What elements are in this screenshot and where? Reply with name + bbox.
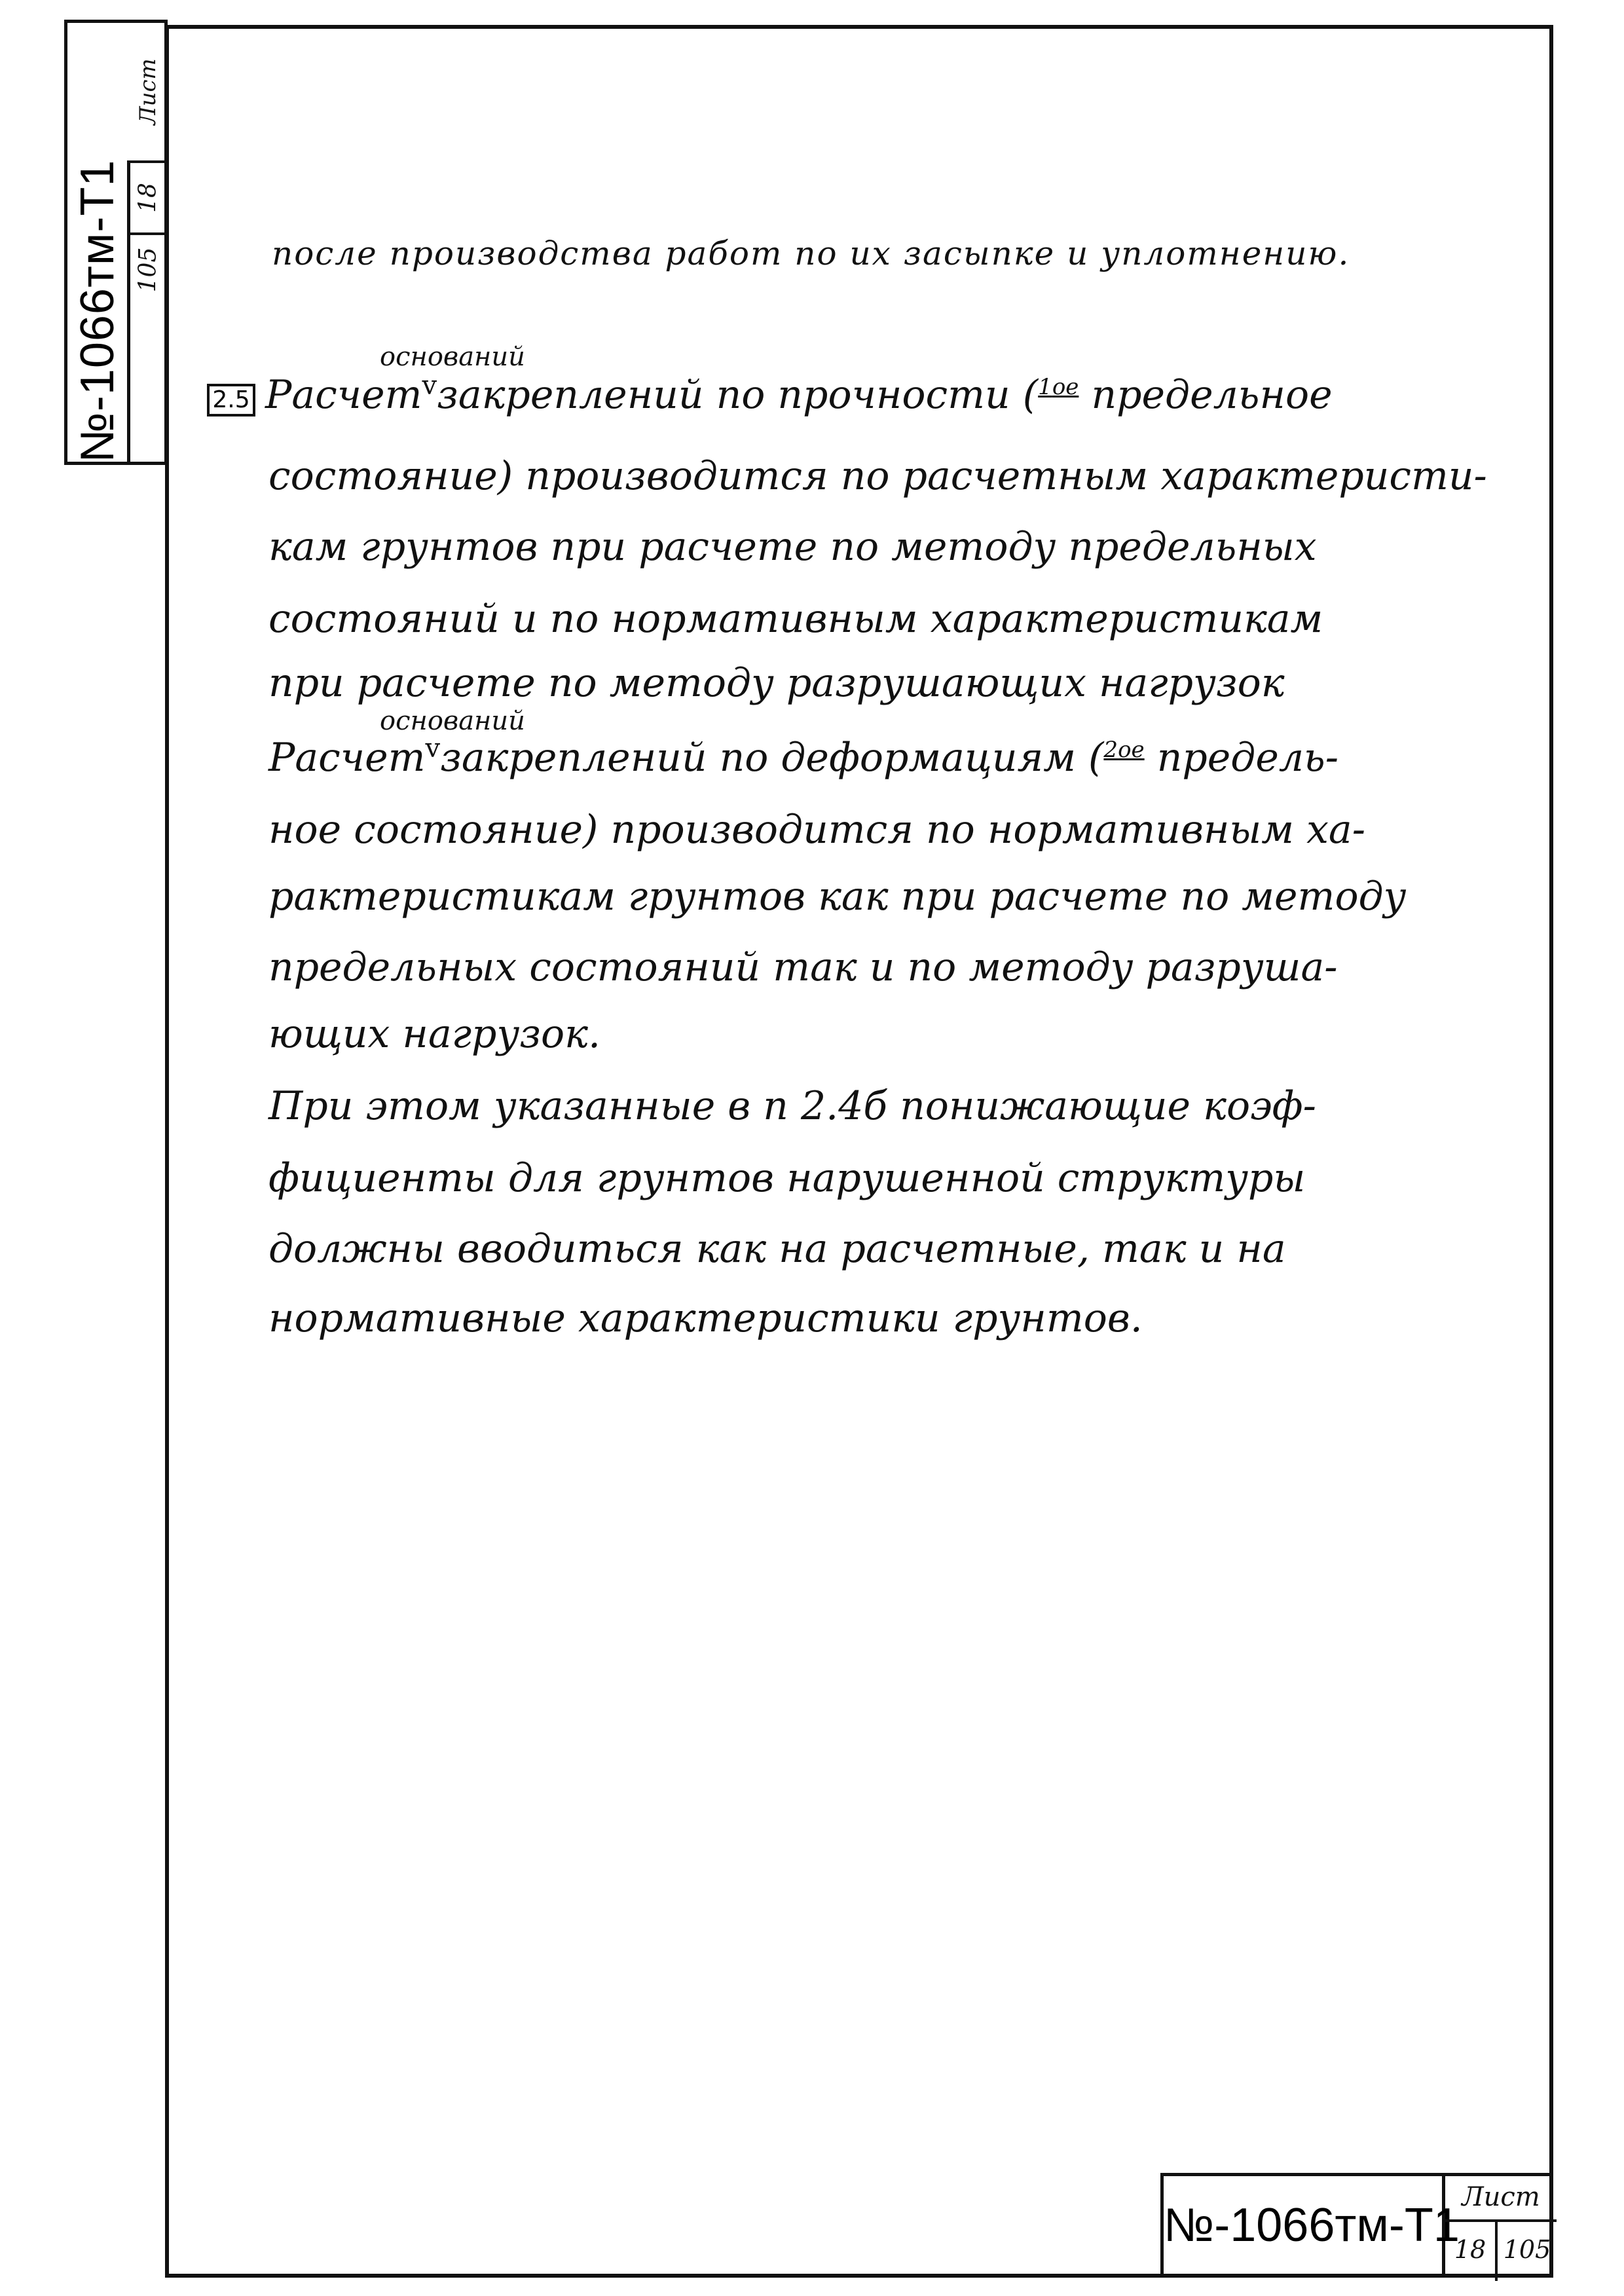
line-1-word: Расчет (265, 372, 422, 418)
body-line-12: фициенты для грунтов нарушенной структуры (268, 1155, 1306, 1201)
line-1-rest: закреплений по прочности ( (437, 372, 1039, 418)
body-line-6 (268, 733, 1338, 781)
intro-line: после производства работ по их засыпке и уплотнению. (272, 234, 1350, 272)
title-block (1160, 2173, 1553, 2278)
ordinal-2-suffix: ое (1118, 737, 1145, 763)
body-line-11: При этом указанные в п 2.4б понижающие коэф- (268, 1083, 1316, 1129)
ordinal-1-suffix: ое (1052, 374, 1079, 400)
side-title-block (64, 20, 168, 465)
body-line-3: кам грунтов при расчете по методу предельных (268, 524, 1317, 570)
body-line-4: состояний и по нормативным характеристикам (268, 596, 1323, 642)
sheet-label: Лист (1445, 2176, 1557, 2222)
side-doc-number-cell (67, 160, 130, 462)
side-sheet-label: Лист (135, 58, 161, 125)
body-line-10: ющих нагрузок. (268, 1011, 601, 1057)
side-sheet-number-cell (130, 160, 166, 232)
body-line-14: нормативные характеристики грунтов. (268, 1295, 1143, 1341)
body-line-5: при расчете по методу разрушающих нагрузок (268, 660, 1285, 706)
line-1-tail: предельное (1079, 372, 1333, 418)
body-line-7: ное состояние) производится по нормативным ха- (268, 807, 1365, 853)
total-sheets: 105 (1503, 2235, 1551, 2264)
body-line-1 (265, 371, 1333, 418)
side-sheet-number: 18 (134, 183, 162, 213)
ordinal-1-num: 1 (1038, 374, 1052, 400)
side-sheet-label-cell (130, 23, 166, 293)
side-total-sheets-cell (130, 232, 166, 305)
side-total-sheets: 105 (134, 247, 162, 293)
ordinal-2-num: 2 (1103, 737, 1118, 763)
sheet-number: 18 (1445, 2222, 1498, 2281)
insert-word-2: оснований (380, 706, 525, 736)
insert-caret-2: v (425, 733, 441, 764)
doc-number: №-1066тм-Т1 (1164, 2176, 1445, 2274)
page-frame (165, 25, 1553, 2278)
line-6-rest: закреплений по деформациям ( (440, 735, 1104, 781)
insert-caret-1: v (422, 371, 437, 401)
section-number: 2.5 (207, 384, 255, 417)
body-line-2: состояние) производится по расчетным характеристи- (268, 453, 1487, 499)
insert-word-1: оснований (380, 342, 525, 372)
line-6-word: Расчет (268, 735, 426, 781)
side-doc-number: №-1066тм-Т1 (71, 159, 124, 463)
body-line-9: предельных состояний так и по методу разруша- (268, 944, 1338, 990)
body-line-13: должны вводиться как на расчетные, так и на (268, 1226, 1286, 1272)
line-6-tail: предель- (1144, 735, 1338, 781)
body-line-8: рактеристикам грунтов как при расчете по методу (268, 874, 1407, 919)
